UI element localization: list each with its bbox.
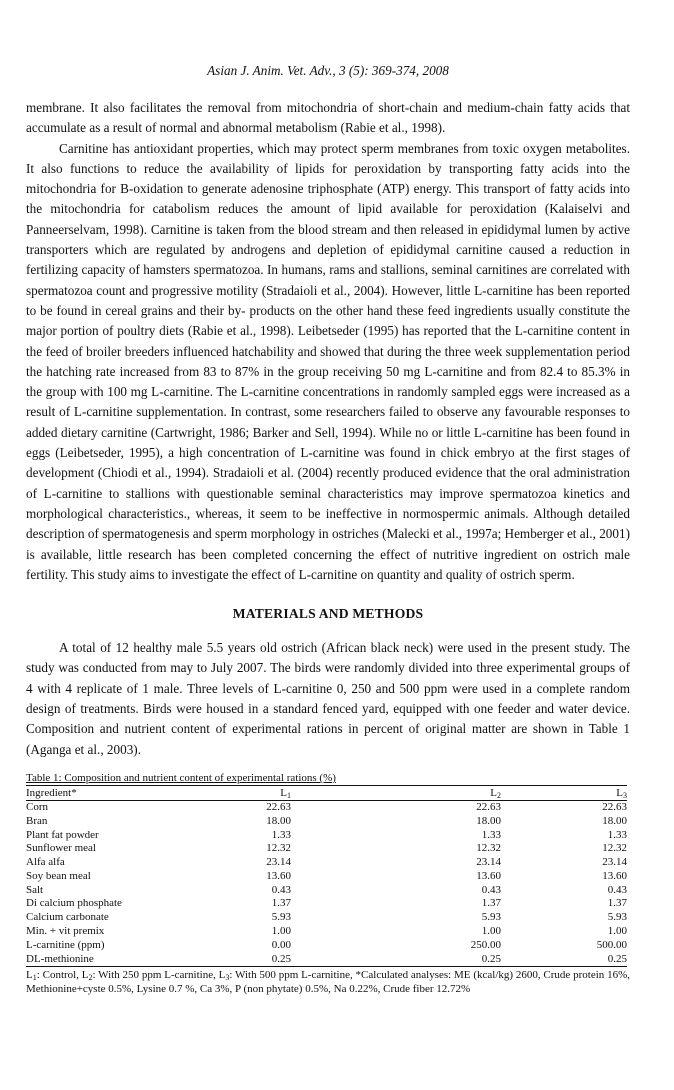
table-cell-ingredient: DL-methionine (26, 953, 211, 967)
table-body (26, 800, 627, 967)
table-cell-value: 500.00 (596, 938, 627, 951)
table-cell-value: 1.37 (607, 897, 627, 910)
header-l2-sub: 2 (497, 790, 501, 800)
header-l2: $L_2$ (291, 785, 501, 800)
table-row (26, 911, 627, 925)
paragraph-1: membrane. It also facilitates the removal from mitochondria of short-chain and medium-chain fatty acids that accumulate as a result of normal and abnormal metabolism (Rabie et al., 1998). (26, 100, 630, 136)
table-cell-value: 5.93 (607, 911, 627, 924)
table-cell-ingredient: Plant fat powder (26, 828, 99, 841)
table-row (26, 897, 627, 911)
table-row (26, 939, 627, 953)
header-l3-sub: 3 (623, 790, 627, 800)
table-cell-ingredient: Corn (26, 800, 48, 813)
table-row (26, 829, 627, 843)
table-cell-value: 0.25 (291, 953, 501, 967)
header-ingredient: Ingredient* (26, 785, 211, 800)
table-cell-value: 23.14 (476, 856, 501, 869)
table-cell-value: 5.93 (271, 911, 291, 924)
table-cell-value: 1.37 (481, 897, 501, 910)
table-cell-value: 12.32 (476, 842, 501, 855)
table-cell-value: 1.37 (271, 897, 291, 910)
table-cell-value: 0.43 (271, 883, 291, 896)
table-row (26, 856, 627, 870)
table-cell-ingredient: L-carnitine (ppm) (26, 938, 105, 951)
table-cell-value: 23.14 (266, 856, 291, 869)
table-cell-value: 18.00 (266, 814, 291, 827)
table-row (26, 842, 627, 856)
table-cell-value: 22.63 (476, 800, 501, 813)
section-heading: MATERIALS AND METHODS (232, 606, 424, 622)
table-cell-value: 0.25 (501, 953, 627, 967)
table-cell-ingredient: Min. + vit premix (26, 925, 105, 938)
table-cell-value: 0.43 (481, 883, 501, 896)
table-row (26, 815, 627, 829)
table-cell-ingredient: Salt (26, 883, 44, 896)
table-row (26, 925, 627, 939)
table-cell-value: 18.00 (602, 814, 627, 827)
table-footnote: $L_1$: Control, $L_2$: With 250 ppm L-carnitine, $L_3$: With 500 ppm L-carnitine, *Calculated analyses: ME (kcal/kg) 2600, Crude protein 16%, Methionine+cyste 0.5%, Lysine 0.7 %, Ca 3%, P (non phytate) 0.5%, Na 0.22%, Crude fiber 12.72% (26, 969, 631, 996)
table-cell-ingredient: Bran (26, 814, 48, 827)
header-l1-sub: 1 (287, 790, 291, 800)
table-cell-value: 0.43 (607, 883, 627, 896)
table-cell-value: 13.60 (266, 869, 291, 882)
running-header: Asian J. Anim. Vet. Adv., 3 (5): 369-374, 2008 (207, 63, 449, 78)
table-cell-ingredient: Di calcium phosphate (26, 897, 122, 910)
table-cell-value: 0.25 (211, 953, 291, 967)
table-cell-value: 1.33 (607, 828, 627, 841)
table-row (26, 884, 627, 898)
table-row (26, 953, 627, 967)
table-cell-value: 1.33 (481, 828, 501, 841)
header-l1: $L_1$ (211, 785, 291, 800)
table-cell-ingredient: Sunflower meal (26, 842, 96, 855)
table-cell-value: 23.14 (602, 856, 627, 869)
header-l3: $L_3$ (501, 785, 627, 800)
table-cell-value: 13.60 (476, 869, 501, 882)
table-cell-value: 1.00 (481, 925, 501, 938)
table-caption: Table 1: Composition and nutrient content of experimental rations (%) (26, 771, 336, 784)
methods-paragraph: A total of 12 healthy male 5.5 years old ostrich (African black neck) were used in the present study. The study was conducted from may to July 2007. The birds were randomly divided into three experimental groups of 4 with 4 replicate of 1 male. Three levels of L-carnitine 0, 250 and 500 ppm were used in a complete random design of treatments. Birds were housed in a standard fenced yard, equipped with one feeder and water device. Composition and nutrient content of experimental rations in percent of original matter are shown in Table 1 (Aganga et al., 2003). (26, 640, 630, 757)
table-cell-value: 12.32 (266, 842, 291, 855)
introduction-text (26, 98, 630, 585)
table-header-row (26, 785, 627, 800)
table-cell-ingredient: Soy bean meal (26, 869, 91, 882)
methods-text (26, 638, 630, 760)
table-cell-value: 22.63 (602, 800, 627, 813)
paper-page (26, 0, 630, 996)
table-cell-value: 1.00 (271, 925, 291, 938)
table-cell-value: 250.00 (470, 938, 501, 951)
table-cell-value: 1.33 (271, 828, 291, 841)
table-cell-value: 0.00 (271, 938, 291, 951)
table-cell-value: 18.00 (476, 814, 501, 827)
composition-table (26, 785, 627, 968)
table-cell-value: 13.60 (602, 869, 627, 882)
table-row (26, 800, 627, 814)
table-cell-ingredient: Alfa alfa (26, 856, 65, 869)
table-cell-ingredient: Calcium carbonate (26, 911, 109, 924)
table-row (26, 870, 627, 884)
paragraph-2: Carnitine has antioxidant properties, which may protect sperm membranes from toxic oxygen metabolites. It also functions to reduce the availability of lipids for peroxidation by transporting fatty acids into the mitochondria for B-oxidation to generate adenosine triphosphate (ATP) energy. This transport of fatty acids into the mitochondria for catabolism reduces the amount of lipid available for peroxidation (Kalaiselvi and Panneerselvam, 1998). Carnitine is taken from the blood stream and then released in epididymal lumen by active transporters which are regulated by androgens and depletion of epididymal carnitine caused a reduction in fertilizing capacity of hamsters spermatozoa. In humans, rams and stallions, seminal carnitines are correlated with spermatozoa count and progressive motility (Stradaioli et al., 2004). However, little L-carnitine has been reported to be found in cereal grains and their by- products on the other hand these feed ingredients usually constitute the major portion of poultry diets (Rabie et al., 1998). Leibetseder (1995) has reported that the L-carnitine content in the feed of broiler breeders influenced hatchability and showed that during the three week supplementation period the hatching rate increased from 83 to 87% in the group receiving 50 mg L-carnitine and from 82.4 to 85.3% in the group with 100 mg L-carnitine. The L-carnitine concentrations in randomly sampled eggs were increased as a result of L-carnitine supplementation. In contrast, some researchers failed to observe any favourable responses to added dietary carnitine (Cartwright, 1986; Barker and Sell, 1994). While no or little L-carnitine has been found in eggs (Leibetseder, 1995), a high concentration of L-carnitine was found in chick embryo at the first stages of development (Chiodi et al., 1994). Stradaioli et al. (2004) recently produced evidence that the oral administration of L-carnitine to stallions with questionable seminal characteristics may improve spermatozoa kinetics and morphological characteristics., whereas, it seem to be ineffective in normospermic animals. Although detailed description of spermatogenesis and sperm morphology in ostriches (Malecki et al., 1997a; Hemberger et al., 2001) is available, little research has been completed concerning the effect of nutritive ingredient on ostrich male fertility. This study aims to investigate the effect of L-carnitine on quantity and quality of ostrich sperm. (26, 140, 630, 582)
table-cell-value: 1.00 (607, 925, 627, 938)
table-cell-value: 12.32 (602, 842, 627, 855)
table-cell-value: 22.63 (266, 800, 291, 813)
table-cell-value: 5.93 (481, 911, 501, 924)
